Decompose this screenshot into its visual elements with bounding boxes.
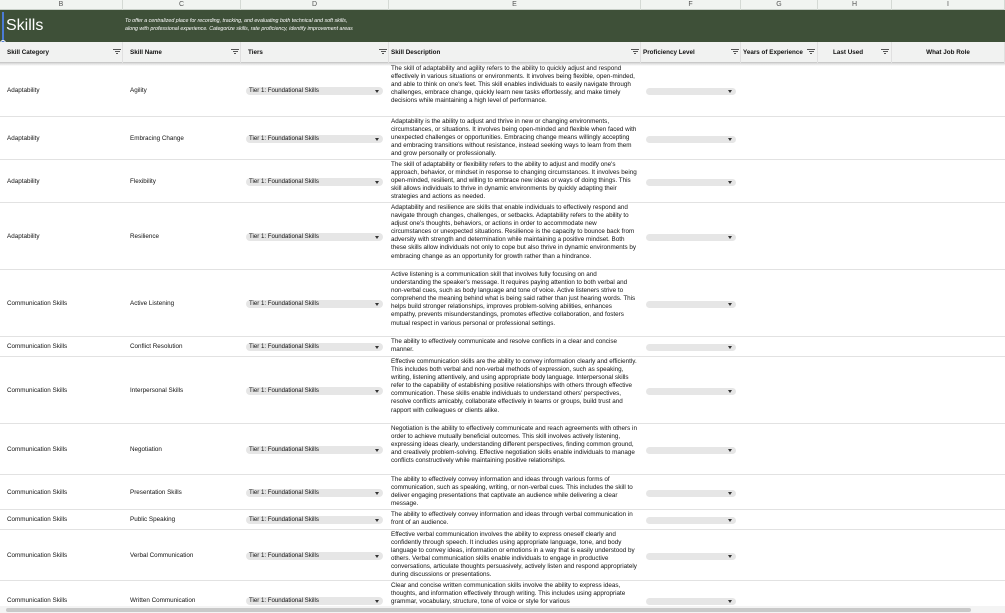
header-skill-category[interactable]: [0, 42, 123, 63]
chevron-down-icon: [728, 449, 732, 452]
skill-description-cell[interactable]: The ability to effectively convey information and ideas through verbal communication in front of an audience.: [391, 511, 633, 527]
header-label: Years of Experience: [743, 49, 803, 56]
tier-dropdown[interactable]: [246, 446, 383, 454]
proficiency-dropdown[interactable]: [646, 553, 736, 560]
job-role-cell[interactable]: [892, 475, 1005, 509]
chevron-down-icon: [728, 90, 732, 93]
tier-value: Tier 1: Foundational Skills: [249, 343, 319, 350]
column-letter-h[interactable]: H: [818, 0, 892, 10]
table-row: [0, 475, 1005, 510]
job-role-cell[interactable]: [892, 581, 1005, 606]
horizontal-scrollbar[interactable]: [0, 606, 1005, 613]
tier-dropdown[interactable]: [246, 489, 383, 497]
table-row: [0, 424, 1005, 475]
table-row: [0, 160, 1005, 203]
last-used-cell[interactable]: [818, 337, 892, 356]
skill-category-cell[interactable]: Communication Skills: [7, 299, 68, 307]
proficiency-dropdown[interactable]: [646, 136, 736, 143]
filter-icon[interactable]: [113, 49, 121, 55]
years-of-experience-cell[interactable]: [741, 530, 818, 580]
table-row: [0, 530, 1005, 581]
skill-name-cell[interactable]: Conflict Resolution: [130, 343, 183, 350]
tier-value: Tier 1: Foundational Skills: [249, 135, 319, 142]
last-used-cell[interactable]: [818, 475, 892, 509]
job-role-cell[interactable]: [892, 270, 1005, 336]
skill-name-cell[interactable]: Resilience: [130, 232, 160, 240]
skill-category-cell[interactable]: Communication Skills: [7, 343, 68, 350]
column-letter-i[interactable]: I: [892, 0, 1005, 10]
column-letter-bar: [0, 0, 1005, 10]
column-letter-d[interactable]: D: [241, 0, 389, 10]
skill-name-cell[interactable]: Embracing Change: [130, 134, 184, 142]
skill-category-cell[interactable]: Communication Skills: [7, 516, 68, 523]
tier-dropdown[interactable]: [246, 87, 383, 95]
job-role-cell[interactable]: [892, 424, 1005, 474]
table-row: [0, 581, 1005, 606]
table-row: [0, 117, 1005, 160]
header-skill-name[interactable]: [123, 42, 241, 63]
header-label: Skill Category: [7, 49, 49, 56]
chevron-down-icon: [375, 138, 379, 141]
years-of-experience-cell[interactable]: [741, 270, 818, 336]
skill-description-cell[interactable]: The ability to effectively convey information and ideas through various forms of communication, such as speaking, writing, or non-verbal cues. This includes the skill to deliver engaging presentations that captivate an audience while delivering a clear message.: [391, 476, 633, 508]
last-used-cell[interactable]: [818, 530, 892, 580]
header-what-job-role[interactable]: [892, 42, 1005, 63]
tier-dropdown[interactable]: [246, 233, 383, 241]
proficiency-dropdown[interactable]: [646, 598, 736, 605]
tier-dropdown[interactable]: [246, 516, 383, 524]
skill-description-cell[interactable]: Active listening is a communication skill that involves fully focusing on and understanding the speaker's message. It requires paying attention to both verbal and non-verbal cues, such as body language and tone of voice. Active listeners strive to comprehend the meaning behind what is being said rather than just hearing words. This helps build stronger relationships, improves problem-solving abilities, enhances empathy, prevents misunderstandings, promotes effective collaboration, and fosters mutual respect in various personal or professional settings.: [391, 271, 636, 327]
proficiency-dropdown[interactable]: [646, 234, 736, 241]
years-of-experience-cell[interactable]: [741, 510, 818, 529]
proficiency-dropdown[interactable]: [646, 301, 736, 308]
tier-dropdown[interactable]: [246, 343, 383, 351]
table-header-row: [0, 42, 1005, 63]
skill-description-cell[interactable]: Clear and concise written communication skills involve the ability to express ideas, thoughts, and information effectively through writing. This includes using appropriate grammar, vocabulary, structure, tone of voice or style for various: [391, 582, 626, 606]
skill-description-cell[interactable]: Adaptability is the ability to adjust and thrive in new or changing environments, circumstances, or situations. It involves being open-minded and flexible when faced with unexpected challenges or opportunities. Embracing change means willingly accepting and embracing transitions without resistance, instead seeking ways to learn from them and grow personally or professionally.: [391, 118, 637, 158]
skill-category-cell[interactable]: Adaptability: [7, 177, 40, 185]
tier-value: Tier 1: Foundational Skills: [249, 597, 319, 604]
tier-dropdown[interactable]: [246, 178, 383, 186]
filter-icon[interactable]: [731, 49, 739, 55]
chevron-down-icon: [375, 449, 379, 452]
table-row: [0, 337, 1005, 357]
years-of-experience-cell[interactable]: [741, 475, 818, 509]
skill-description-cell[interactable]: Effective verbal communication involves the ability to express oneself clearly and confidently through speech. It includes using appropriate language, tone, and body language to convey ideas, information or emotions in a way that is easily understood by others. Verbal communication skills enable individuals to engage in productive conversations, articulate thoughts persuasively, actively listen and respond appropriately during discussions or presentations.: [391, 531, 637, 579]
proficiency-dropdown[interactable]: [646, 388, 736, 395]
table-row: [0, 357, 1005, 424]
skill-name-cell[interactable]: Verbal Communication: [130, 551, 194, 559]
chevron-down-icon: [375, 555, 379, 558]
job-role-cell[interactable]: [892, 510, 1005, 529]
chevron-down-icon: [375, 600, 379, 603]
skill-category-cell[interactable]: Communication Skills: [7, 386, 68, 394]
skill-name-cell[interactable]: Negotiation: [130, 445, 162, 453]
years-of-experience-cell[interactable]: [741, 64, 818, 116]
skill-category-cell[interactable]: Adaptability: [7, 134, 40, 142]
skill-description-cell[interactable]: Effective communication skills are the ability to convey information clearly and efficiently. This includes both verbal and non-verbal methods of expression, such as speaking, writing, listening attentively, and using appropriate body language. Interpersonal skills refer to the capability of establishing positive relationships with others through effective communication. These skills enable individuals to understand others' perspectives, resolve conflicts amicably, collaborate effectively in teams or groups, build trust and rapport with colleagues or clients alike.: [391, 358, 637, 414]
filter-icon[interactable]: [379, 49, 387, 55]
filter-icon[interactable]: [631, 49, 639, 55]
job-role-cell[interactable]: [892, 337, 1005, 356]
filter-icon[interactable]: [807, 49, 815, 55]
years-of-experience-cell[interactable]: [741, 581, 818, 606]
header-proficiency-level[interactable]: [641, 42, 741, 63]
chevron-down-icon: [375, 90, 379, 93]
skill-category-cell[interactable]: Communication Skills: [7, 551, 68, 559]
skill-category-cell[interactable]: Adaptability: [7, 86, 40, 94]
job-role-cell[interactable]: [892, 117, 1005, 159]
chevron-down-icon: [728, 346, 732, 349]
skill-category-cell[interactable]: Adaptability: [7, 232, 40, 240]
skill-description-cell[interactable]: The skill of adaptability or flexibility refers to the ability to adjust and modify one's approach, behavior, or mindset in response to changing circumstances. It involves being open-minded, resilient, and willing to embrace new ideas or ways of doing things. This skill allows individuals to thrive in dynamic environments by quickly adapting their strategies and actions as needed.: [391, 161, 637, 201]
skill-description-cell[interactable]: The ability to effectively communicate and resolve conflicts in a clear and concise manner.: [391, 338, 617, 354]
chevron-down-icon: [728, 492, 732, 495]
filter-icon[interactable]: [231, 49, 239, 55]
skill-description-cell[interactable]: Negotiation is the ability to effectively communicate and reach agreements with others in order to achieve mutually beneficial outcomes. This skill involves actively listening, expressing ideas clearly, understanding different perspectives, finding common ground, and creatively problem-solving. Effective negotiation skills enable individuals to manage conflicts constructively while maintaining positive relationships.: [391, 425, 637, 465]
chevron-down-icon: [728, 519, 732, 522]
skill-name-cell[interactable]: Written Communication: [130, 597, 196, 604]
header-label: Skill Description: [391, 49, 441, 56]
chevron-down-icon: [728, 303, 732, 306]
table-row: [0, 270, 1005, 337]
skill-name-cell[interactable]: Public Speaking: [130, 516, 176, 523]
column-letter-e[interactable]: E: [389, 0, 641, 10]
tier-value: Tier 1: Foundational Skills: [249, 300, 319, 307]
skill-category-cell[interactable]: Communication Skills: [7, 445, 68, 453]
chevron-down-icon: [728, 600, 732, 603]
header-label: Skill Name: [130, 49, 162, 56]
chevron-down-icon: [375, 390, 379, 393]
tier-value: Tier 1: Foundational Skills: [249, 87, 319, 94]
skill-description-cell[interactable]: Adaptability and resilience are skills that enable individuals to effectively respond and navigate through changes, challenges, or setbacks. Adaptability refers to the ability to adjust one's thoughts, behaviors, or actions in order to accommodate new circumstances or unexpected situations. Resilience is the capacity to bounce back from adversity with strength and determination while maintaining a positive mindset. Both these skills allow individuals not only to cope but also thrive in dynamic environments by embracing change as an opportunity for growth rather than a hindrance.: [391, 204, 637, 260]
skill-name-cell[interactable]: Agility: [130, 86, 147, 94]
years-of-experience-cell[interactable]: [741, 160, 818, 202]
header-label: Last Used: [833, 49, 864, 56]
job-role-cell[interactable]: [892, 64, 1005, 116]
skill-name-cell[interactable]: Interpersonal Skills: [130, 386, 184, 394]
header-skill-description[interactable]: [389, 42, 641, 63]
proficiency-dropdown[interactable]: [646, 344, 736, 351]
skill-name-cell[interactable]: Presentation Skills: [130, 488, 182, 496]
tier-value: Tier 1: Foundational Skills: [249, 552, 319, 559]
chevron-down-icon: [375, 303, 379, 306]
sheet-subtitle: To offer a centralized place for recording, tracking, and evaluating both technical and soft skills, along with professional experience. Categorize skills, rate proficiency, identify improvement areas: [125, 18, 353, 32]
chevron-down-icon: [375, 181, 379, 184]
last-used-cell[interactable]: [818, 510, 892, 529]
years-of-experience-cell[interactable]: [741, 357, 818, 423]
years-of-experience-cell[interactable]: [741, 203, 818, 269]
chevron-down-icon: [728, 555, 732, 558]
last-used-cell[interactable]: [818, 160, 892, 202]
proficiency-dropdown[interactable]: [646, 179, 736, 186]
years-of-experience-cell[interactable]: [741, 424, 818, 474]
job-role-cell[interactable]: [892, 160, 1005, 202]
proficiency-dropdown[interactable]: [646, 447, 736, 454]
table-row: [0, 510, 1005, 530]
last-used-cell[interactable]: [818, 424, 892, 474]
job-role-cell[interactable]: [892, 203, 1005, 269]
job-role-cell[interactable]: [892, 357, 1005, 423]
sheet-banner[interactable]: [0, 10, 1005, 42]
tier-value: Tier 1: Foundational Skills: [249, 178, 319, 185]
tier-value: Tier 1: Foundational Skills: [249, 446, 319, 453]
last-used-cell[interactable]: [818, 357, 892, 423]
tier-dropdown[interactable]: [246, 135, 383, 143]
skill-name-cell[interactable]: Active Listening: [130, 299, 175, 307]
header-label: What Job Role: [926, 49, 970, 56]
last-used-cell[interactable]: [818, 117, 892, 159]
tier-dropdown[interactable]: [246, 387, 383, 395]
last-used-cell[interactable]: [818, 270, 892, 336]
years-of-experience-cell[interactable]: [741, 337, 818, 356]
chevron-down-icon: [375, 519, 379, 522]
tier-value: Tier 1: Foundational Skills: [249, 489, 319, 496]
chevron-down-icon: [375, 492, 379, 495]
years-of-experience-cell[interactable]: [741, 117, 818, 159]
last-used-cell[interactable]: [818, 581, 892, 606]
column-letter-b[interactable]: B: [0, 0, 123, 10]
proficiency-dropdown[interactable]: [646, 490, 736, 497]
tier-value: Tier 1: Foundational Skills: [249, 387, 319, 394]
last-used-cell[interactable]: [818, 64, 892, 116]
skill-description-cell[interactable]: The skill of adaptability and agility refers to the ability to quickly adjust and respond effectively in various situations or environments. It involves being flexible, open-minded, and able to think on one's feet. This skill enables individuals to easily navigate through challenges, embrace change, quickly learn new tasks effortlessly, and make timely decisions while maintaining a high level of performance.: [391, 65, 635, 105]
chevron-down-icon: [728, 236, 732, 239]
tier-dropdown[interactable]: [246, 300, 383, 308]
column-letter-g[interactable]: G: [741, 0, 818, 10]
tier-value: Tier 1: Foundational Skills: [249, 233, 319, 240]
table-row: [0, 203, 1005, 270]
proficiency-dropdown[interactable]: [646, 517, 736, 524]
chevron-down-icon: [375, 236, 379, 239]
sheet-title: Skills: [6, 17, 44, 34]
chevron-down-icon: [728, 138, 732, 141]
chevron-down-icon: [375, 346, 379, 349]
skill-name-cell[interactable]: Flexibility: [130, 177, 156, 185]
tier-dropdown[interactable]: [246, 552, 383, 560]
skills-table: [0, 64, 1005, 606]
header-tiers[interactable]: [241, 42, 389, 63]
table-row: [0, 64, 1005, 117]
chevron-down-icon: [728, 181, 732, 184]
tier-value: Tier 1: Foundational Skills: [249, 516, 319, 523]
proficiency-dropdown[interactable]: [646, 88, 736, 95]
skill-category-cell[interactable]: Communication Skills: [7, 488, 68, 496]
header-label: Tiers: [248, 49, 263, 56]
selection-cursor: [2, 12, 4, 43]
column-letter-c[interactable]: C: [123, 0, 241, 10]
last-used-cell[interactable]: [818, 203, 892, 269]
scrollbar-thumb[interactable]: [6, 608, 971, 612]
skill-category-cell[interactable]: Communication Skills: [7, 597, 68, 604]
chevron-down-icon: [728, 390, 732, 393]
tier-dropdown[interactable]: [246, 597, 383, 605]
column-letter-f[interactable]: F: [641, 0, 741, 10]
filter-icon[interactable]: [881, 49, 889, 55]
job-role-cell[interactable]: [892, 530, 1005, 580]
header-label: Proficiency Level: [643, 49, 695, 56]
